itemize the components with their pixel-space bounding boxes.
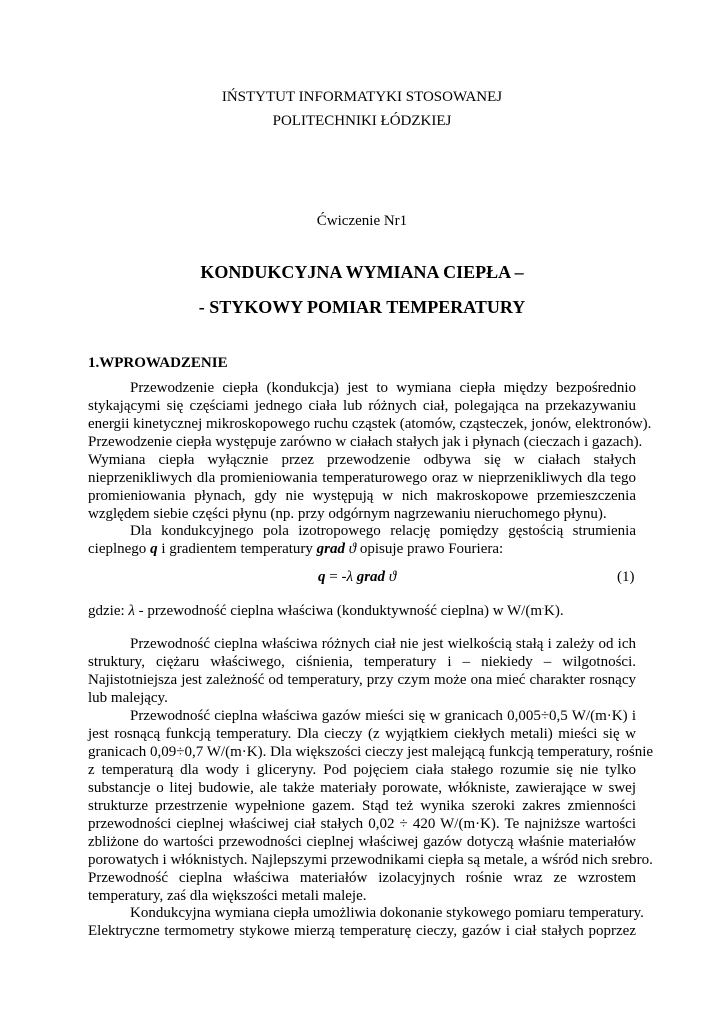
symbol-q: q [150,541,158,557]
where-text: K). [544,603,564,619]
p4-line: z temperaturą dla wody i gliceryny. Pod pojęciem ciała stałego rozumie się nie tylko [88,762,636,778]
eq-q: q [318,569,326,585]
title-line-2: - STYKOWY POMIAR TEMPERATURY [198,297,526,317]
p1-line: stykającymi się częściami jednego ciała lub różnych ciał, polegająca na przekazywaniu [88,398,636,414]
p4-line: strukturze przestrzenie wypełnione gazem. Stąd też wynika szeroki zakres zmienności [88,798,636,814]
exercise-number: Ćwiczenie Nr1 [316,213,408,229]
p4-line: Przewodność cieplna właściwa materiałów izolacyjnych rośnie wraz ze wzrostem [88,870,636,886]
p2-line: Dla kondukcyjnego pola izotropowego relację pomiędzy gęstością strumienia [130,523,636,539]
fourier-equation [318,568,396,586]
equation-number: (1) [617,569,635,585]
where-line [88,602,564,620]
p2-line [88,540,503,558]
where-lambda: λ [128,603,135,619]
p1-line: względem siebie części płynu (np. przy odgórnym nagrzewaniu nieruchomego płynu). [88,506,607,522]
symbol-theta: ϑ [348,541,357,557]
symbol-grad: grad [316,541,346,557]
p1-line: Przewodzenie ciepła (kondukcja) jest to wymiana ciepła między bezpośrednio [130,380,636,396]
eq-grad: grad [352,569,389,585]
p3-line: lub malejący. [88,690,168,706]
p3-line: Przewodność cieplna właściwa różnych ciał nie jest wielkością stałą i zależy od ich [130,636,636,652]
section-heading: 1.WPROWADZENIE [88,355,228,371]
p2-text: opisuje prawo Fouriera: [356,541,504,557]
p1-line: promieniowania płynach, gdy nie występują w nich makroskopowe przemieszczenia [88,488,636,504]
p5-line: Kondukcyjna wymiana ciepła umożliwia dokonanie stykowego pomiaru temperatury. [130,905,644,921]
p4-line: granicach 0,09÷0,7 W/(m·K). Dla większości cieczy jest malejącą funkcją temperatury, rośnie [88,744,654,760]
university-name: POLITECHNIKI ŁÓDZKIEJ [272,113,452,129]
p4-line: temperatury, zaś dla większości metali maleje. [88,888,367,904]
eq-lambda: λ [346,569,353,585]
p3-line: Najistotniejsza jest zależność od temperatury, przy czym może ona mieć charakter rosnący [88,672,636,688]
institute-name: IŃSTYTUT INFORMATYKI STOSOWANEJ [221,89,503,105]
where-text: - przewodność cieplna właściwa (konduktywność cieplna) w W/(m [134,603,543,619]
p5-line: Elektryczne termometry stykowe mierzą temperaturę cieczy, gazów i ciał stałych poprzez [88,923,636,939]
p1-line: nieprzenikliwych dla promieniowania temperaturowego oraz w nieprzenikliwych dla tego [88,470,636,486]
p4-line: Przewodność cieplna właściwa gazów mieści się w granicach 0,005÷0,5 W/(m·K) i [130,708,636,724]
p4-line: jest rosnącą funkcją temperatury. Dla cieczy (z wyjątkiem ciekłych metali) mieści się w [88,726,636,742]
p1-line: Przewodzenie ciepła występuje zarówno w ciałach stałych jak i płynach (cieczach i gazach). [88,434,643,450]
eq-sign: = - [325,569,347,585]
p4-line: przewodności cieplnej właściwej ciał stałych 0,02 ÷ 420 W/(m·K). Te najniższe wartości [88,816,636,832]
p2-text: i gradientem temperatury [157,541,317,557]
where-dot: . [542,602,545,611]
p4-line: porowatych i włóknistych. Najlepszymi przewodnikami ciepła są metale, a wśród nich srebro. [88,852,653,868]
where-text: gdzie: [88,603,129,619]
eq-theta: ϑ [388,569,397,585]
p4-line: zbliżone do wartości przewodności cieplnej właściwej gazów dotyczą właśnie materiałów [88,834,636,850]
p1-line: energii kinetycznej mikroskopowego ruchu cząstek (atomów, cząsteczek, jonów, elektronów). [88,416,652,432]
p4-line: substancje o litej budowie, ale także materiały porowate, włókniste, zawierające w swej [88,780,636,796]
title-line-1: KONDUKCYJNA WYMIANA CIEPŁA – [200,262,524,282]
p2-text: cieplnego [88,541,151,557]
p3-line: struktury, ciężaru właściwego, ciśnienia, temperatury i – niekiedy – wilgotności. [88,654,636,670]
p1-line: Wymiana ciepła wyłącznie przez przewodzenie odbywa się w ciałach stałych [88,452,636,468]
